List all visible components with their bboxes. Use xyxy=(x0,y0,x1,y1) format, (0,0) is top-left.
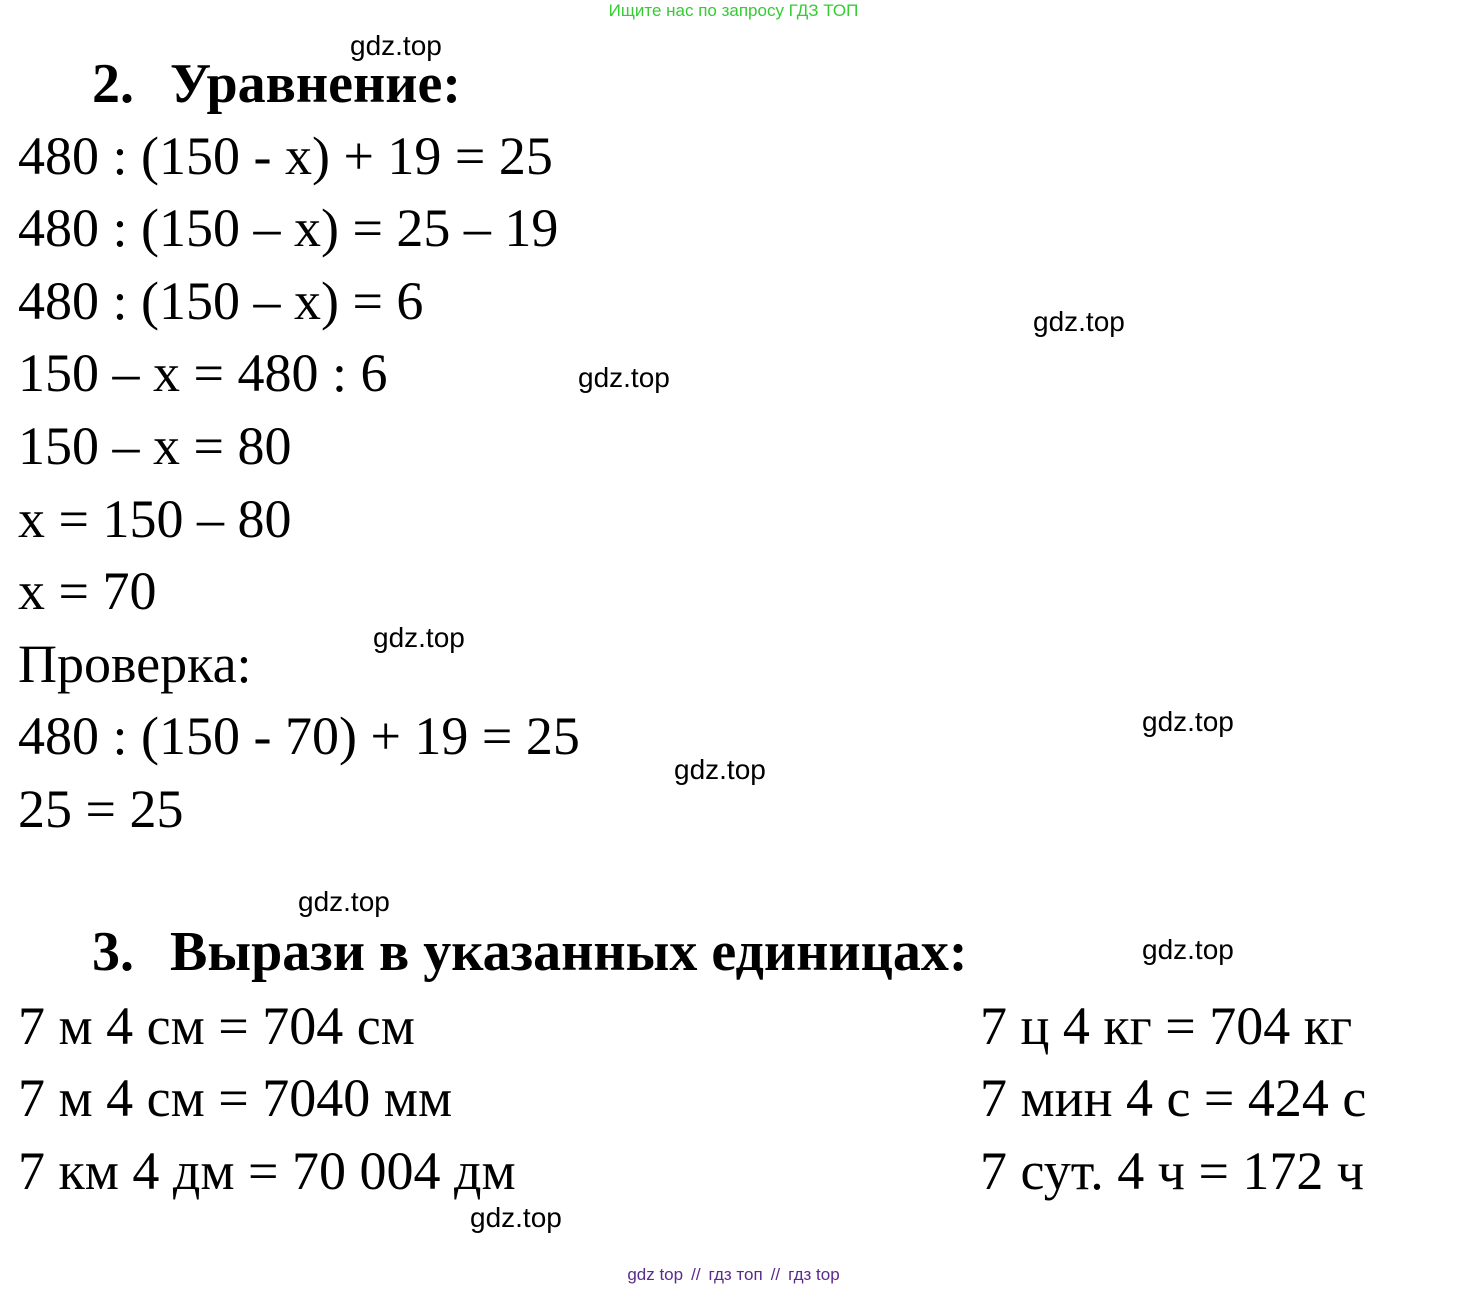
top-banner: Ищите нас по запросу ГДЗ ТОП xyxy=(608,1,859,20)
equation-line: 480 : (150 - x) + 19 = 25 xyxy=(18,126,553,186)
equation-line: 480 : (150 – x) = 6 xyxy=(18,271,424,331)
watermark: gdz.top xyxy=(298,886,390,917)
section-3-title: Вырази в указанных единицах: xyxy=(170,921,968,983)
conversion-left: 7 м 4 см = 704 см xyxy=(18,996,415,1056)
footer-item: гдз топ xyxy=(708,1265,763,1284)
watermark: gdz.top xyxy=(674,754,766,785)
equation-line: x = 70 xyxy=(18,561,157,621)
watermark: gdz.top xyxy=(1142,706,1234,737)
watermark: gdz.top xyxy=(470,1202,562,1233)
check-label: Проверка: xyxy=(18,634,252,694)
equation-line: 25 = 25 xyxy=(18,779,184,839)
conversion-left: 7 м 4 см = 7040 мм xyxy=(18,1068,453,1128)
equation-line: 480 : (150 - 70) + 19 = 25 xyxy=(18,706,580,766)
watermark: gdz.top xyxy=(350,30,442,61)
watermark: gdz.top xyxy=(1033,306,1125,337)
section-2-title: Уравнение: xyxy=(170,53,462,115)
footer xyxy=(0,1264,1467,1286)
footer-separator: // xyxy=(770,1265,781,1284)
watermark: gdz.top xyxy=(1142,934,1234,965)
conversion-right: 7 ц 4 кг = 704 кг xyxy=(980,996,1353,1056)
footer-separator: // xyxy=(691,1265,701,1284)
conversion-left: 7 км 4 дм = 70 004 дм xyxy=(18,1141,516,1201)
equation-line: x = 150 – 80 xyxy=(18,489,292,549)
section-2-number: 2. xyxy=(92,53,134,115)
footer-item: gdz top xyxy=(627,1265,684,1284)
equation-line: 150 – x = 80 xyxy=(18,416,292,476)
section-3-number: 3. xyxy=(92,921,134,983)
section-3-heading xyxy=(92,920,968,984)
footer-item: гдз top xyxy=(788,1265,840,1284)
watermark: gdz.top xyxy=(373,622,465,653)
equation-line: 480 : (150 – x) = 25 – 19 xyxy=(18,198,559,258)
conversion-right: 7 сут. 4 ч = 172 ч xyxy=(980,1141,1365,1201)
equation-line: 150 – x = 480 : 6 xyxy=(18,343,388,403)
conversion-right: 7 мин 4 с = 424 с xyxy=(980,1068,1367,1128)
watermark: gdz.top xyxy=(578,362,670,393)
